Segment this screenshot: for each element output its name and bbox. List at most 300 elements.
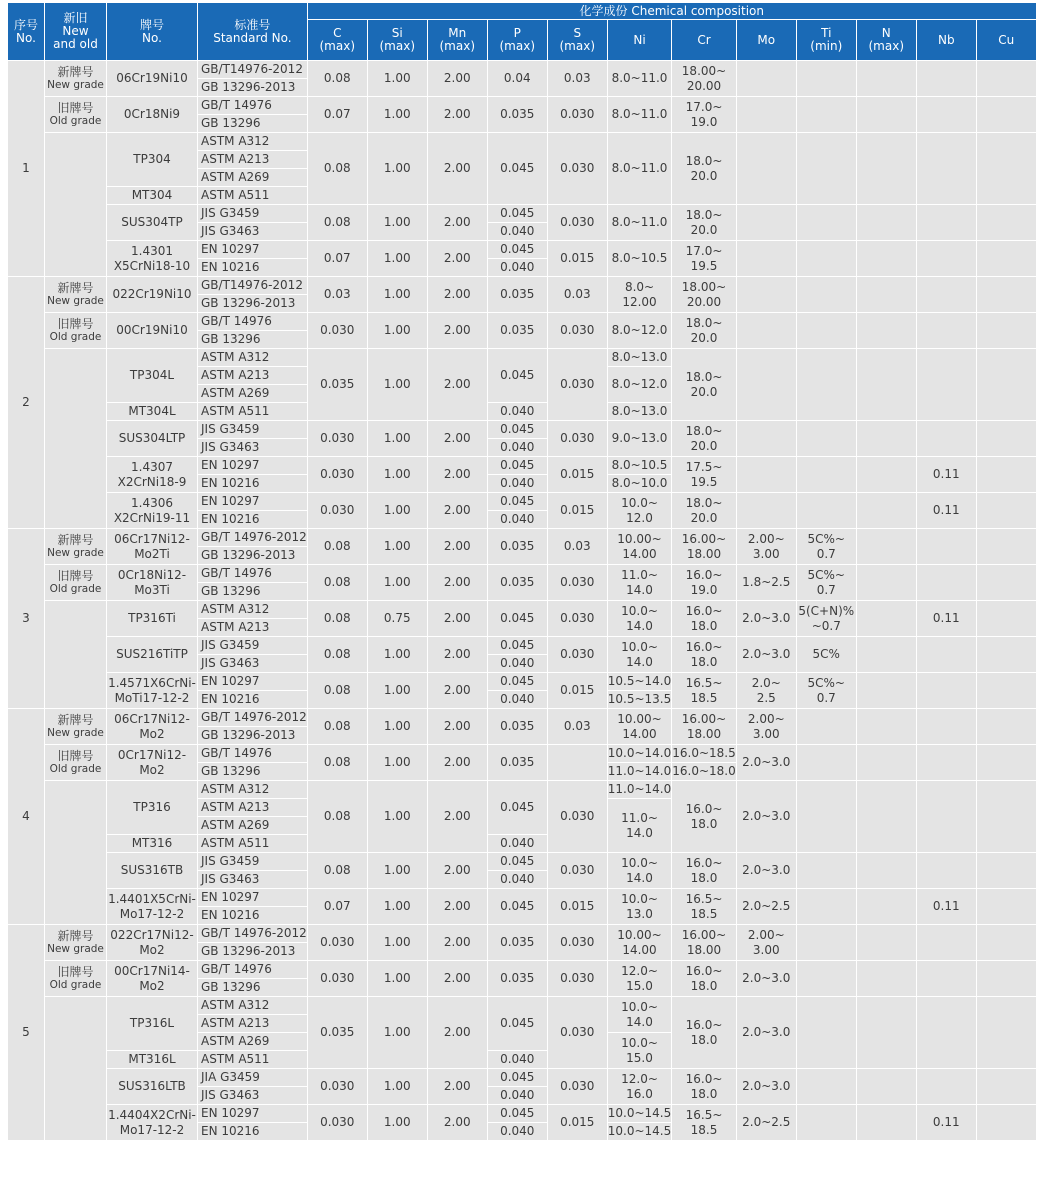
- value-cr: [672, 529, 737, 565]
- standard-number: [198, 583, 308, 601]
- value-c: [307, 637, 367, 673]
- standard-number-text: GB/T 14976-2012: [201, 530, 307, 544]
- value-n: [856, 529, 916, 565]
- value-nb-text: 0.11: [932, 611, 960, 625]
- value-si: [367, 1069, 427, 1105]
- value-s: [547, 493, 607, 529]
- value-cr-text: 16.00~ 18.00: [681, 927, 727, 957]
- grade-name: [107, 853, 198, 889]
- standard-number-text: JIS G3463: [201, 440, 260, 454]
- seq-number-text: 4: [22, 809, 30, 823]
- value-ti: [796, 961, 856, 997]
- value-ti: [796, 781, 856, 853]
- value-mn-text: 2.00: [443, 215, 471, 229]
- value-p-text: 0.035: [500, 755, 535, 769]
- value-c-text: 0.030: [320, 1079, 355, 1093]
- value-cr: [672, 61, 737, 97]
- value-n: [856, 853, 916, 889]
- value-n: [856, 745, 916, 781]
- value-mn-text: 2.00: [443, 809, 471, 823]
- standard-number-text: ASTM A213: [201, 620, 270, 634]
- standard-number: [198, 259, 308, 277]
- value-p-text: 0.035: [500, 971, 535, 985]
- value-mn-text: 2.00: [443, 575, 471, 589]
- value-p-text: 0.035: [500, 935, 535, 949]
- value-ti: [796, 457, 856, 493]
- standard-number: [198, 1087, 308, 1105]
- value-ni: [607, 349, 672, 367]
- standard-number: [198, 115, 308, 133]
- value-mn: [427, 421, 487, 457]
- value-cr: [672, 97, 737, 133]
- value-ti: [796, 349, 856, 421]
- grade-name-text: TP304L: [129, 368, 175, 382]
- table-row: [8, 853, 1037, 871]
- header-element: Ti (min): [796, 20, 856, 61]
- value-s-text: 0.015: [560, 251, 595, 265]
- old-grade-en: Old grade: [49, 762, 102, 775]
- value-si: [367, 313, 427, 349]
- standard-number-text: JIS G3463: [201, 224, 260, 238]
- value-n: [856, 457, 916, 493]
- value-cr-text: 16.0~ 18.0: [685, 603, 723, 633]
- value-ni: [607, 1069, 672, 1105]
- value-ni-text: 12.0~ 15.0: [621, 963, 658, 993]
- value-ni-text: 9.0~13.0: [611, 431, 668, 445]
- value-si: [367, 97, 427, 133]
- value-mn-text: 2.00: [443, 755, 471, 769]
- grade-name-text: TP304: [133, 152, 171, 166]
- value-ni-text: 8.0~11.0: [611, 161, 668, 175]
- old-grade-en: Old grade: [49, 114, 102, 127]
- value-mn: [427, 853, 487, 889]
- standard-number-text: EN 10216: [201, 476, 260, 490]
- value-ni-text: 11.0~ 14.0: [621, 567, 658, 597]
- value-ti: [796, 673, 856, 709]
- value-nb: [916, 313, 976, 349]
- value-mo: [736, 853, 796, 889]
- value-ti-text: 5(C+N)% ~0.7: [798, 603, 855, 633]
- value-ni: [607, 205, 672, 241]
- value-cr: [672, 1069, 737, 1105]
- value-si-text: 1.00: [383, 215, 411, 229]
- standard-number-text: EN 10216: [201, 692, 260, 706]
- standard-number-text: EN 10297: [201, 242, 260, 256]
- value-ni: [607, 925, 672, 961]
- value-c-text: 0.08: [323, 863, 351, 877]
- newold-empty: [45, 349, 107, 529]
- value-si-text: 1.00: [383, 755, 411, 769]
- value-cu: [976, 241, 1036, 277]
- value-mn: [427, 277, 487, 313]
- value-s-text: 0.03: [563, 287, 591, 301]
- value-ti: [796, 61, 856, 97]
- value-cr-text: 16.0~ 18.0: [685, 801, 723, 831]
- value-cr: [672, 241, 737, 277]
- table-row: [8, 61, 1037, 79]
- value-s: [547, 61, 607, 97]
- value-p: [487, 1069, 547, 1087]
- value-n: [856, 241, 916, 277]
- value-cr: [672, 205, 737, 241]
- standard-number-text: GB/T14976-2012: [201, 278, 303, 292]
- value-si: [367, 61, 427, 97]
- value-c: [307, 421, 367, 457]
- standard-number: [198, 421, 308, 439]
- standard-number: [198, 871, 308, 889]
- seq-number-text: 1: [22, 161, 30, 175]
- standard-number-text: GB/T 14976: [201, 566, 272, 580]
- standard-number-text: ASTM A269: [201, 1034, 270, 1048]
- standard-number: [198, 943, 308, 961]
- value-nb-text: 0.11: [932, 503, 960, 517]
- value-nb: [916, 529, 976, 565]
- standard-number: [198, 547, 308, 565]
- value-ni: [607, 781, 672, 799]
- value-s-text: 0.030: [560, 971, 595, 985]
- value-n: [856, 889, 916, 925]
- value-n: [856, 781, 916, 853]
- value-si: [367, 421, 427, 457]
- value-mn-text: 2.00: [443, 251, 471, 265]
- value-ti: [796, 565, 856, 601]
- value-mo-text: 2.0~3.0: [742, 755, 791, 769]
- value-ti: [796, 529, 856, 565]
- table-row: [8, 277, 1037, 295]
- grade-name: [107, 889, 198, 925]
- value-n: [856, 565, 916, 601]
- value-cr-text: 16.5~ 18.5: [685, 1107, 723, 1137]
- new-grade-label: [45, 61, 107, 97]
- value-s-text: 0.030: [560, 215, 595, 229]
- value-c-text: 0.030: [320, 467, 355, 481]
- value-ti: [796, 97, 856, 133]
- standard-number: [198, 79, 308, 97]
- value-si-text: 1.00: [383, 71, 411, 85]
- value-n: [856, 1105, 916, 1141]
- value-mo-text: 2.0~3.0: [742, 1079, 791, 1093]
- value-mn: [427, 745, 487, 781]
- grade-name: [107, 457, 198, 493]
- standard-number-text: ASTM A213: [201, 152, 270, 166]
- value-c: [307, 1069, 367, 1105]
- value-p: [487, 205, 547, 223]
- standard-number: [198, 187, 308, 205]
- standard-number: [198, 1069, 308, 1087]
- value-s: [547, 637, 607, 673]
- standard-number-text: ASTM A213: [201, 1016, 270, 1030]
- value-mo: [736, 637, 796, 673]
- value-nb: [916, 997, 976, 1069]
- standard-number: [198, 925, 308, 943]
- value-c-text: 0.030: [320, 971, 355, 985]
- new-grade-en: New grade: [47, 726, 104, 739]
- value-ni-text: 11.0~ 14.0: [621, 810, 658, 840]
- value-p: [487, 475, 547, 493]
- value-p: [487, 421, 547, 439]
- value-cr-text: 16.0~ 18.0: [685, 639, 723, 669]
- value-p-text: 0.040: [500, 656, 535, 670]
- value-mo: [736, 1105, 796, 1141]
- value-cu: [976, 529, 1036, 565]
- value-mo-text: 1.8~2.5: [742, 575, 791, 589]
- header-standard: 标准号 Standard No.: [198, 3, 308, 61]
- value-cu: [976, 997, 1036, 1069]
- value-ni-text: 10.00~ 14.00: [617, 711, 662, 741]
- header-element: Cu: [976, 20, 1036, 61]
- value-mo: [736, 421, 796, 457]
- grade-name: [107, 745, 198, 781]
- value-mn: [427, 565, 487, 601]
- value-c-text: 0.030: [320, 935, 355, 949]
- value-p: [487, 313, 547, 349]
- value-s-text: 0.030: [560, 377, 595, 391]
- value-s-text: 0.030: [560, 107, 595, 121]
- standard-number-text: ASTM A511: [201, 188, 270, 202]
- value-mo: [736, 457, 796, 493]
- old-grade-label: [45, 565, 107, 601]
- value-p: [487, 403, 547, 421]
- value-p-text: 0.040: [500, 440, 535, 454]
- value-mo: [736, 997, 796, 1069]
- value-ni: [607, 601, 672, 637]
- value-p: [487, 565, 547, 601]
- grade-name: [107, 493, 198, 529]
- grade-name: [107, 277, 198, 313]
- value-s: [547, 97, 607, 133]
- new-grade-zh: 新牌号: [57, 532, 94, 547]
- value-mo: [736, 133, 796, 205]
- value-ti-text: 5C%~ 0.7: [807, 675, 845, 705]
- value-si-text: 1.00: [383, 863, 411, 877]
- standard-number: [198, 403, 308, 421]
- value-si-text: 1.00: [383, 467, 411, 481]
- value-cr: [672, 763, 737, 781]
- grade-name-text: MT304L: [128, 404, 176, 418]
- value-mo-text: 2.00~ 3.00: [747, 927, 785, 957]
- standard-number: [198, 997, 308, 1015]
- value-ti: [796, 889, 856, 925]
- value-cr-text: 18.0~ 20.0: [685, 369, 723, 399]
- value-cu: [976, 781, 1036, 853]
- value-mn-text: 2.00: [443, 287, 471, 301]
- value-c: [307, 97, 367, 133]
- value-s: [547, 601, 607, 637]
- value-cr: [672, 493, 737, 529]
- value-ni: [607, 745, 672, 763]
- header-element: Mn (max): [427, 20, 487, 61]
- standard-number-text: JIS G3463: [201, 1088, 260, 1102]
- value-si-text: 1.00: [383, 377, 411, 391]
- value-ni-text: 10.0~ 14.0: [621, 603, 658, 633]
- value-cu: [976, 133, 1036, 205]
- value-si: [367, 889, 427, 925]
- grade-name: [107, 637, 198, 673]
- standard-number-text: JIS G3459: [201, 638, 260, 652]
- value-ni: [607, 529, 672, 565]
- value-nb: [916, 1105, 976, 1141]
- value-p-text: 0.045: [500, 674, 535, 688]
- value-ti: [796, 133, 856, 205]
- value-p: [487, 961, 547, 997]
- standard-number-text: JIA G3459: [201, 1070, 260, 1084]
- new-grade-en: New grade: [47, 546, 104, 559]
- standard-number: [198, 493, 308, 511]
- value-mn: [427, 889, 487, 925]
- value-s: [547, 1105, 607, 1141]
- newold-empty: [45, 133, 107, 277]
- value-cr-text: 18.0~ 20.0: [685, 153, 723, 183]
- standard-number: [198, 331, 308, 349]
- value-c: [307, 1105, 367, 1141]
- value-si-text: 1.00: [383, 431, 411, 445]
- value-si-text: 1.00: [383, 575, 411, 589]
- standard-number-text: EN 10216: [201, 260, 260, 274]
- value-ni: [607, 799, 672, 853]
- value-ni: [607, 97, 672, 133]
- value-ni-text: 8.0~ 12.00: [622, 279, 657, 309]
- value-p: [487, 97, 547, 133]
- value-mn: [427, 205, 487, 241]
- value-cu: [976, 853, 1036, 889]
- value-s: [547, 997, 607, 1069]
- standard-number-text: GB/T 14976: [201, 962, 272, 976]
- standard-number: [198, 295, 308, 313]
- value-c: [307, 925, 367, 961]
- standard-number-text: JIS G3463: [201, 656, 260, 670]
- grade-name-text: MT316L: [128, 1052, 176, 1066]
- value-cu: [976, 637, 1036, 673]
- value-ti: [796, 1069, 856, 1105]
- value-mn-text: 2.00: [443, 107, 471, 121]
- new-grade-en: New grade: [47, 294, 104, 307]
- value-cu: [976, 961, 1036, 997]
- value-mo: [736, 565, 796, 601]
- standard-number: [198, 511, 308, 529]
- value-p: [487, 439, 547, 457]
- value-s: [547, 457, 607, 493]
- value-n: [856, 493, 916, 529]
- value-cr: [672, 349, 737, 421]
- value-s-text: 0.015: [560, 899, 595, 913]
- header-element: P (max): [487, 20, 547, 61]
- grade-name-text: 0Cr17Ni12- Mo2: [117, 747, 187, 777]
- value-si: [367, 673, 427, 709]
- value-si-text: 0.75: [383, 611, 411, 625]
- value-nb: [916, 457, 976, 493]
- value-ni-text: 11.0~14.0: [607, 764, 672, 778]
- grade-name: [107, 1069, 198, 1105]
- value-s-text: 0.030: [560, 431, 595, 445]
- value-cr-text: 17.5~ 19.5: [685, 459, 723, 489]
- grade-name: [107, 421, 198, 457]
- value-mn-text: 2.00: [443, 467, 471, 481]
- value-mo-text: 2.0~3.0: [742, 863, 791, 877]
- value-n: [856, 313, 916, 349]
- value-s-text: 0.030: [560, 647, 595, 661]
- value-si: [367, 997, 427, 1069]
- seq-number-text: 3: [22, 611, 30, 625]
- value-s: [547, 673, 607, 709]
- grade-name-text: 00Cr19Ni10: [116, 323, 188, 337]
- value-cr-text: 16.00~ 18.00: [681, 711, 727, 741]
- value-n: [856, 925, 916, 961]
- value-si: [367, 709, 427, 745]
- value-cr-text: 16.0~ 18.0: [685, 963, 723, 993]
- value-p: [487, 1087, 547, 1105]
- table-row: [8, 97, 1037, 115]
- value-si: [367, 601, 427, 637]
- value-cr-text: 16.0~ 18.0: [685, 1017, 723, 1047]
- value-p-text: 0.040: [500, 512, 535, 526]
- value-cu: [976, 457, 1036, 493]
- standard-number-text: EN 10297: [201, 674, 260, 688]
- value-s-text: 0.015: [560, 1115, 595, 1129]
- table-row: [8, 1069, 1037, 1087]
- value-nb-text: 0.11: [932, 467, 960, 481]
- standard-number: [198, 1123, 308, 1141]
- value-p: [487, 835, 547, 853]
- value-c-text: 0.07: [323, 251, 351, 265]
- value-cu: [976, 493, 1036, 529]
- value-ni-text: 10.0~14.5: [607, 1124, 672, 1138]
- value-si-text: 1.00: [383, 971, 411, 985]
- grade-name: [107, 133, 198, 187]
- value-ni-text: 8.0~12.0: [611, 377, 668, 391]
- value-ni: [607, 637, 672, 673]
- value-ni-text: 8.0~10.5: [611, 251, 668, 265]
- value-s: [547, 349, 607, 421]
- value-cr: [672, 925, 737, 961]
- old-grade-zh: 旧牌号: [57, 316, 94, 331]
- value-p: [487, 871, 547, 889]
- value-mo: [736, 97, 796, 133]
- standard-number-text: GB 13296-2013: [201, 944, 296, 958]
- value-cr: [672, 1105, 737, 1141]
- table-row: [8, 529, 1037, 547]
- value-c: [307, 241, 367, 277]
- value-ti: [796, 601, 856, 637]
- value-mo-text: 2.00~ 3.00: [747, 531, 785, 561]
- value-n: [856, 133, 916, 205]
- value-ni-text: 10.0~14.0: [607, 746, 672, 760]
- value-ni: [607, 61, 672, 97]
- table-row: [8, 133, 1037, 151]
- value-s: [547, 133, 607, 205]
- standard-number: [198, 1033, 308, 1051]
- standard-number-text: GB 13296-2013: [201, 296, 296, 310]
- value-s: [547, 925, 607, 961]
- table-row: [8, 241, 1037, 259]
- value-ni: [607, 961, 672, 997]
- value-ni-text: 8.0~10.0: [611, 476, 668, 490]
- value-mo: [736, 1069, 796, 1105]
- value-ti: [796, 853, 856, 889]
- standard-number-text: EN 10216: [201, 1124, 260, 1138]
- value-ni: [607, 1123, 672, 1141]
- value-s: [547, 745, 607, 781]
- value-cr-text: 16.0~ 18.0: [685, 1071, 723, 1101]
- value-mn-text: 2.00: [443, 863, 471, 877]
- table-row: [8, 925, 1037, 943]
- header-element: Nb: [916, 20, 976, 61]
- value-mn: [427, 349, 487, 421]
- grade-name-text: 1.4301 X5CrNi18-10: [113, 243, 191, 273]
- value-nb: [916, 205, 976, 241]
- value-ti: [796, 745, 856, 781]
- header-element: Mo: [736, 20, 796, 61]
- value-s: [547, 853, 607, 889]
